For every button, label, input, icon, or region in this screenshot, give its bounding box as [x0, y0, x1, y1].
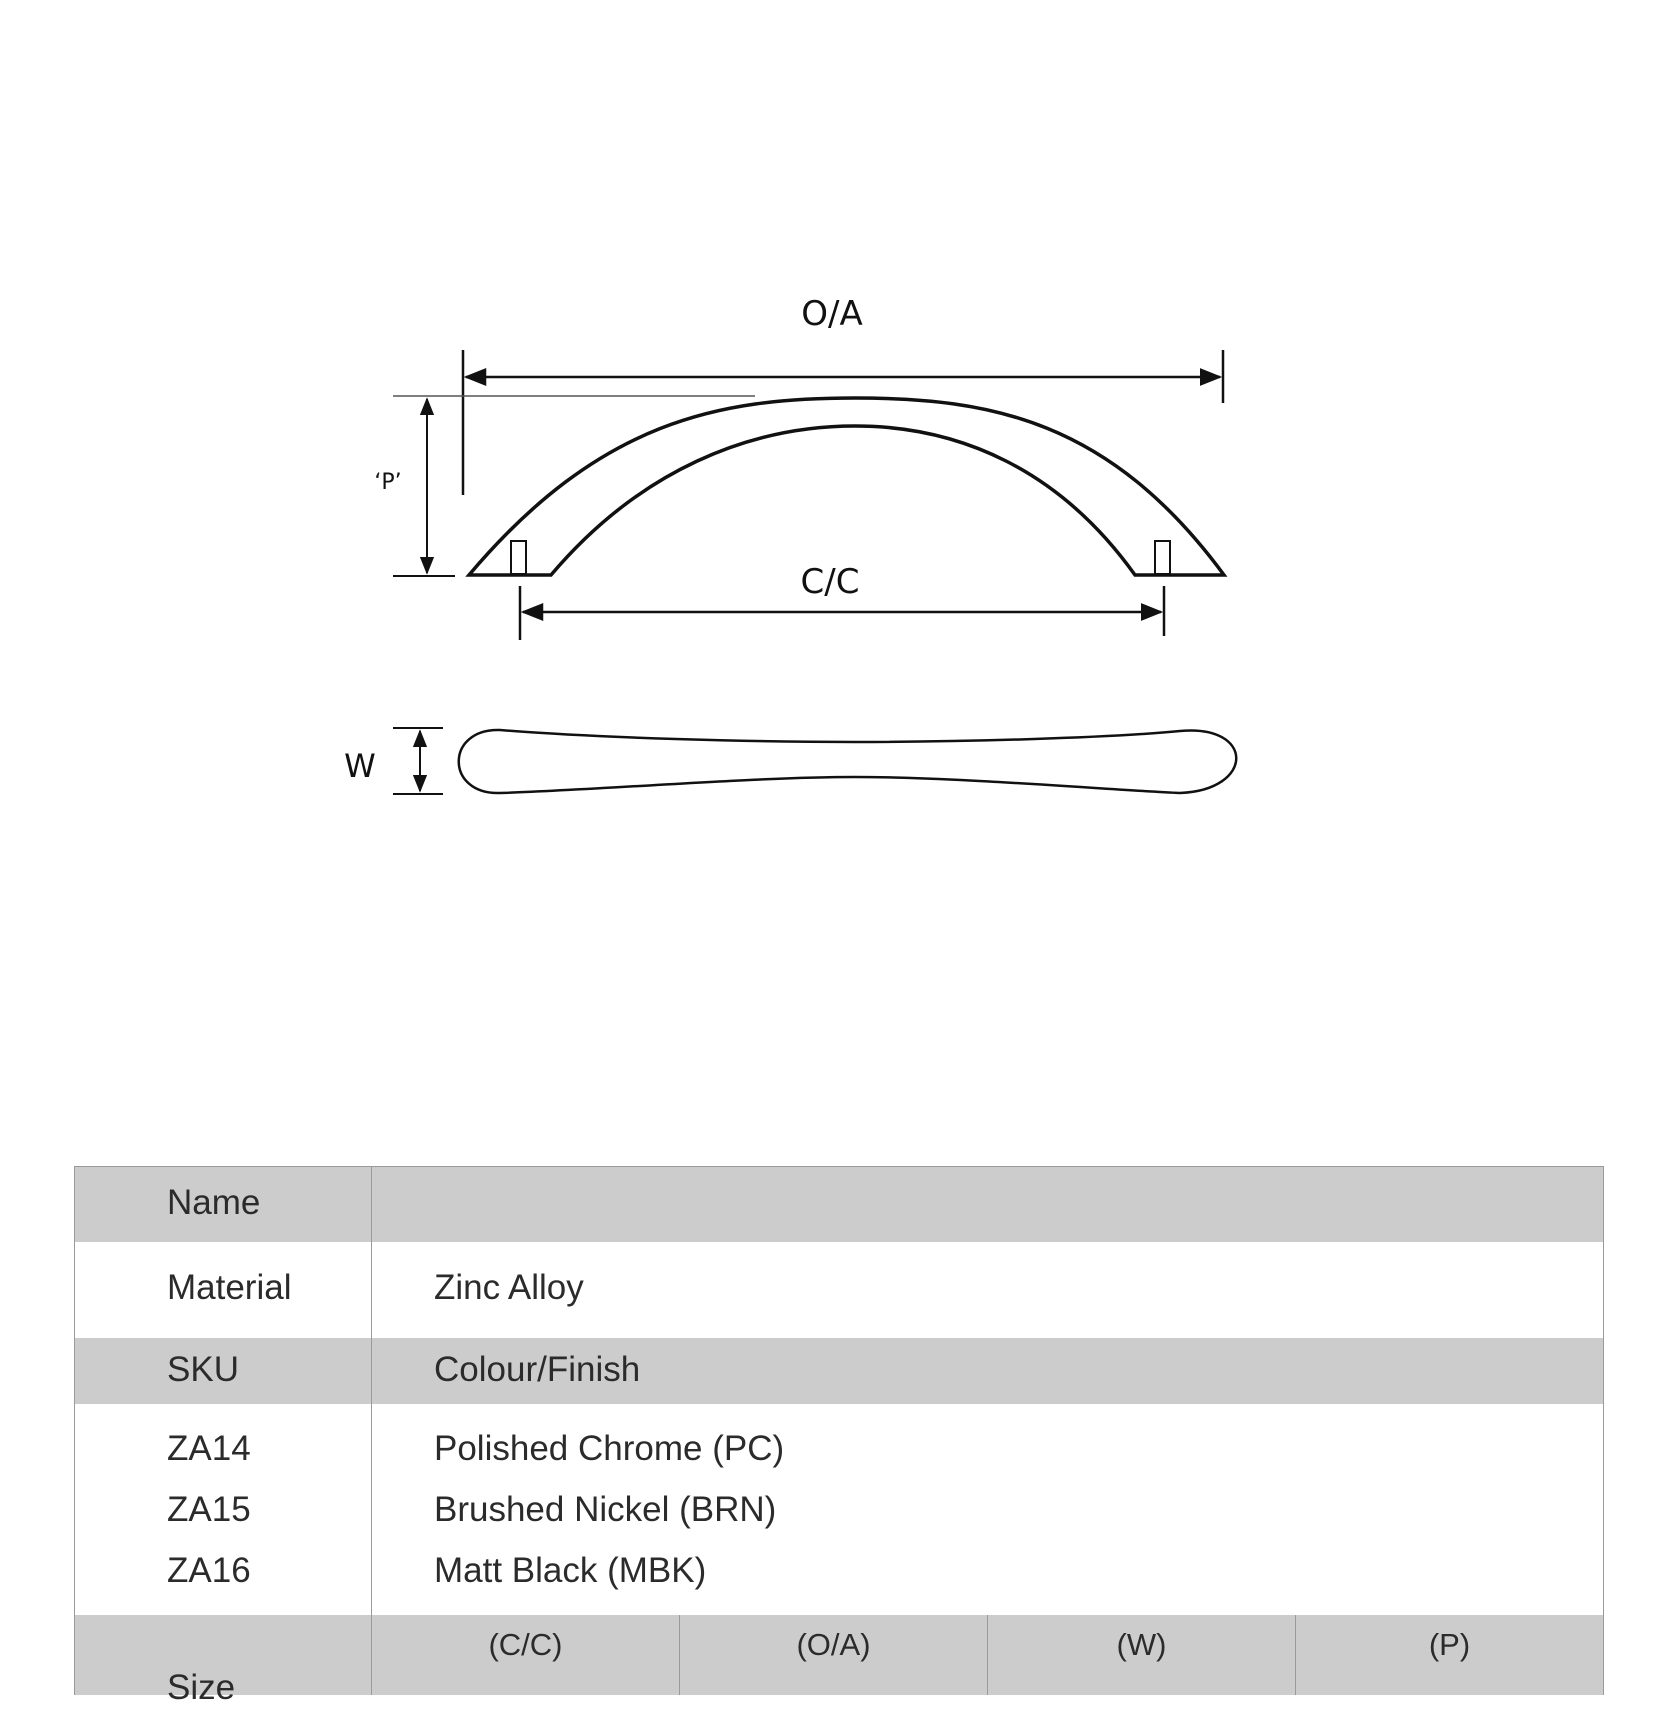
- sku-list: [75, 1404, 372, 1615]
- material-value: Zinc Alloy: [434, 1268, 584, 1307]
- size-column-cc: (C/C): [372, 1615, 680, 1695]
- sku-header: SKU: [75, 1338, 372, 1404]
- sku-header-row: [75, 1338, 1603, 1404]
- name-label: Name: [75, 1167, 372, 1242]
- handle-top-view: [459, 730, 1237, 793]
- size-row: [75, 1615, 1603, 1707]
- material-row: [75, 1242, 1603, 1338]
- sku-item: ZA14: [167, 1429, 251, 1468]
- product-list-row: [75, 1404, 1603, 1615]
- handle-side-view: [469, 398, 1224, 575]
- sku-item: ZA16: [167, 1551, 251, 1590]
- mounting-post-left: [511, 541, 526, 574]
- cc-label: C/C: [800, 562, 860, 602]
- finish-item: Brushed Nickel (BRN): [434, 1490, 777, 1529]
- size-column-w: (W): [988, 1615, 1296, 1695]
- mounting-post-right: [1155, 541, 1170, 574]
- name-row: [75, 1167, 1603, 1242]
- size-columns: [372, 1615, 1603, 1695]
- p-label: ‘P’: [374, 470, 402, 495]
- finish-item: Matt Black (MBK): [434, 1551, 707, 1590]
- size-label: Size: [75, 1615, 372, 1695]
- name-value: [372, 1167, 1603, 1242]
- finish-item: Polished Chrome (PC): [434, 1429, 785, 1468]
- material-label: Material: [75, 1242, 372, 1338]
- finish-list: [372, 1404, 1603, 1615]
- w-label: W: [344, 747, 376, 785]
- finish-header: Colour/Finish: [434, 1350, 641, 1389]
- specification-table: [74, 1166, 1604, 1707]
- oa-label: O/A: [801, 294, 863, 334]
- sku-item: ZA15: [167, 1490, 251, 1529]
- size-column-oa: (O/A): [680, 1615, 988, 1695]
- size-column-p: (P): [1428, 1627, 1471, 1662]
